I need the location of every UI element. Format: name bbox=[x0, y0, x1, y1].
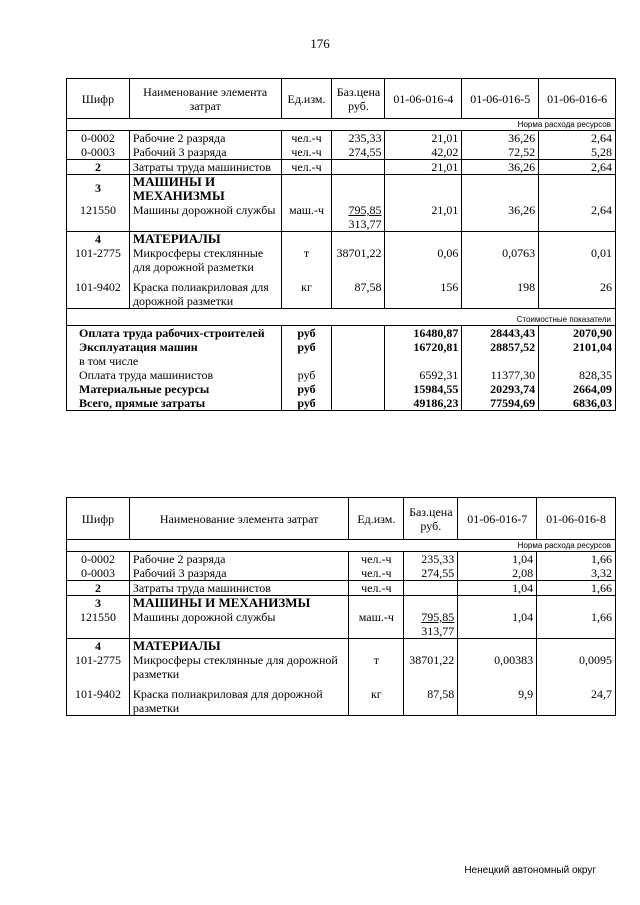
table-row bbox=[67, 581, 616, 596]
row-code: 101-9402 bbox=[67, 681, 130, 716]
cost-value-3: 2664,09 bbox=[539, 382, 616, 396]
row-value-1: 2,08 bbox=[458, 566, 537, 581]
row-value-1: 21,01 bbox=[385, 131, 462, 146]
cost-value-3: 2101,04 bbox=[539, 340, 616, 368]
cost-name: Материальные ресурсы bbox=[67, 382, 282, 396]
row-code: 2 bbox=[67, 160, 130, 175]
row-value-1: 0,06 bbox=[385, 246, 462, 274]
section-title: МАТЕРИАЛЫ bbox=[129, 232, 281, 247]
row-name: Затраты труда машинистов bbox=[129, 160, 281, 175]
table-row bbox=[67, 145, 616, 160]
cost-value-3: 828,35 bbox=[539, 368, 616, 382]
table-row bbox=[67, 653, 616, 681]
header-code: Шифр bbox=[67, 498, 130, 540]
section-code: 3 bbox=[67, 596, 130, 611]
row-value-2: 3,32 bbox=[537, 566, 616, 581]
cost-value-1: 6592,31 bbox=[385, 368, 462, 382]
cost-unit: руб bbox=[281, 368, 332, 382]
row-name: Машины дорожной службы bbox=[129, 610, 348, 639]
row-value-3: 2,64 bbox=[539, 160, 616, 175]
row-value-2: 1,66 bbox=[537, 552, 616, 567]
cost-value-1: 15984,55 bbox=[385, 382, 462, 396]
section-title: МАШИНЫ И МЕХАНИЗМЫ bbox=[129, 596, 348, 611]
row-price: 87,58 bbox=[404, 681, 458, 716]
cost-value-2: 28443,43 bbox=[462, 326, 539, 341]
cost-row bbox=[67, 382, 616, 396]
cost-name: Всего, прямые затраты bbox=[67, 396, 282, 411]
cost-note: в том числе bbox=[79, 354, 139, 368]
row-unit: т bbox=[349, 653, 404, 681]
cost-unit: руб bbox=[281, 340, 332, 368]
row-unit: кг bbox=[281, 274, 332, 309]
cost-value-3: 6836,03 bbox=[539, 396, 616, 411]
row-price: 235,33 bbox=[404, 552, 458, 567]
row-name: Рабочий 3 разряда bbox=[129, 566, 348, 581]
table-row bbox=[67, 610, 616, 639]
cost-unit: руб bbox=[281, 396, 332, 411]
cost-value-1: 16480,87 bbox=[385, 326, 462, 341]
section-row bbox=[67, 232, 616, 247]
row-code: 2 bbox=[67, 581, 130, 596]
table-row bbox=[67, 681, 616, 716]
row-value-2: 24,7 bbox=[537, 681, 616, 716]
cost-value-2: 77594,69 bbox=[462, 396, 539, 411]
cost-unit: руб bbox=[281, 326, 332, 341]
cost-name: Оплата труда машинистов bbox=[67, 368, 282, 382]
row-unit: маш.-ч bbox=[349, 610, 404, 639]
cost-row bbox=[67, 340, 616, 368]
section-title: МАШИНЫ И МЕХАНИЗМЫ bbox=[129, 175, 281, 204]
row-unit: чел.-ч bbox=[281, 160, 332, 175]
table-row bbox=[67, 552, 616, 567]
page-footer: Ненецкий автономный округ bbox=[464, 865, 596, 876]
row-value-1: 9,9 bbox=[458, 681, 537, 716]
header-price: Баз.цена руб. bbox=[332, 79, 385, 119]
row-code: 101-2775 bbox=[67, 653, 130, 681]
row-value-1: 1,04 bbox=[458, 610, 537, 639]
row-value-1: 1,04 bbox=[458, 581, 537, 596]
table-row bbox=[67, 566, 616, 581]
row-value-1: 21,01 bbox=[385, 160, 462, 175]
row-value-2: 1,66 bbox=[537, 581, 616, 596]
caption-row bbox=[67, 540, 616, 552]
price-primary: 795,85 bbox=[348, 203, 382, 217]
page-number: 176 bbox=[310, 36, 330, 51]
section-code: 3 bbox=[67, 175, 130, 204]
header-unit: Ед.изм. bbox=[281, 79, 332, 119]
row-name: Краска полиакриловая для дорожной разметки bbox=[129, 274, 281, 309]
header-name: Наименование элемента затрат bbox=[129, 498, 348, 540]
row-price: 38701,22 bbox=[332, 246, 385, 274]
cost-unit: руб bbox=[281, 382, 332, 396]
header-name: Наименование элемента затрат bbox=[129, 79, 281, 119]
header-col-1: 01-06-016-4 bbox=[385, 79, 462, 119]
row-value-2: 198 bbox=[462, 274, 539, 309]
table-row bbox=[67, 203, 616, 232]
row-code: 121550 bbox=[67, 203, 130, 232]
price-secondary: 313,77 bbox=[421, 624, 455, 638]
row-value-3: 5,28 bbox=[539, 145, 616, 160]
price-primary: 795,85 bbox=[421, 610, 455, 624]
header-col-3: 01-06-016-6 bbox=[539, 79, 616, 119]
row-unit: кг bbox=[349, 681, 404, 716]
row-value-2: 0,0763 bbox=[462, 246, 539, 274]
resource-table-2 bbox=[66, 497, 616, 716]
row-price bbox=[332, 160, 385, 175]
row-value-1: 156 bbox=[385, 274, 462, 309]
cost-name-text: Эксплуатация машин bbox=[79, 340, 198, 354]
row-name: Рабочие 2 разряда bbox=[129, 131, 281, 146]
row-value-2: 36,26 bbox=[462, 131, 539, 146]
row-code: 0-0002 bbox=[67, 552, 130, 567]
row-name: Микросферы стеклянные для дорожной разметки bbox=[129, 246, 281, 274]
row-value-3: 26 bbox=[539, 274, 616, 309]
caption-row bbox=[67, 119, 616, 131]
row-value-1: 21,01 bbox=[385, 203, 462, 232]
row-code: 0-0003 bbox=[67, 145, 130, 160]
section-row bbox=[67, 639, 616, 654]
row-value-3: 0,01 bbox=[539, 246, 616, 274]
section-row bbox=[67, 175, 616, 204]
header-col-1: 01-06-016-7 bbox=[458, 498, 537, 540]
row-value-2: 1,66 bbox=[537, 610, 616, 639]
row-value-2: 36,26 bbox=[462, 160, 539, 175]
cost-value-1: 49186,23 bbox=[385, 396, 462, 411]
table-row bbox=[67, 246, 616, 274]
cost-value-2: 11377,30 bbox=[462, 368, 539, 382]
row-unit: чел.-ч bbox=[349, 566, 404, 581]
table-row bbox=[67, 274, 616, 309]
row-unit: т bbox=[281, 246, 332, 274]
header-price: Баз.цена руб. bbox=[404, 498, 458, 540]
row-name: Микросферы стеклянные для дорожной разметки bbox=[129, 653, 348, 681]
row-price: 235,33 bbox=[332, 131, 385, 146]
row-value-2: 0,0095 bbox=[537, 653, 616, 681]
cost-value-3: 2070,90 bbox=[539, 326, 616, 341]
row-name: Рабочие 2 разряда bbox=[129, 552, 348, 567]
section-row bbox=[67, 596, 616, 611]
row-code: 101-2775 bbox=[67, 246, 130, 274]
row-code: 121550 bbox=[67, 610, 130, 639]
row-unit: чел.-ч bbox=[349, 552, 404, 567]
row-unit: маш.-ч bbox=[281, 203, 332, 232]
header-col-2: 01-06-016-5 bbox=[462, 79, 539, 119]
row-value-1: 0,00383 bbox=[458, 653, 537, 681]
cost-row bbox=[67, 368, 616, 382]
cost-name: Оплата труда рабочих-строителей bbox=[67, 326, 282, 341]
row-name: Краска полиакриловая для дорожной разметки bbox=[129, 681, 348, 716]
cost-value-2: 28857,52 bbox=[462, 340, 539, 368]
row-unit: чел.-ч bbox=[349, 581, 404, 596]
row-price: 87,58 bbox=[332, 274, 385, 309]
row-value-1: 42,02 bbox=[385, 145, 462, 160]
row-price bbox=[404, 581, 458, 596]
section-code: 4 bbox=[67, 232, 130, 247]
row-value-2: 36,26 bbox=[462, 203, 539, 232]
cost-value-2: 20293,74 bbox=[462, 382, 539, 396]
row-value-1: 1,04 bbox=[458, 552, 537, 567]
row-name: Рабочий 3 разряда bbox=[129, 145, 281, 160]
cost-row bbox=[67, 326, 616, 341]
norm-caption: Норма расхода ресурсов bbox=[67, 119, 616, 131]
row-name: Машины дорожной службы bbox=[129, 203, 281, 232]
row-name: Затраты труда машинистов bbox=[129, 581, 348, 596]
row-code: 0-0003 bbox=[67, 566, 130, 581]
table-header-row bbox=[67, 79, 616, 119]
table-row bbox=[67, 160, 616, 175]
cost-value-1: 16720,81 bbox=[385, 340, 462, 368]
row-price bbox=[332, 203, 385, 232]
header-col-2: 01-06-016-8 bbox=[537, 498, 616, 540]
header-unit: Ед.изм. bbox=[349, 498, 404, 540]
row-price: 274,55 bbox=[332, 145, 385, 160]
resource-table-1 bbox=[66, 78, 616, 411]
section-title: МАТЕРИАЛЫ bbox=[129, 639, 348, 654]
norm-caption: Норма расхода ресурсов bbox=[67, 540, 616, 552]
row-value-2: 72,52 bbox=[462, 145, 539, 160]
section-code: 4 bbox=[67, 639, 130, 654]
row-code: 101-9402 bbox=[67, 274, 130, 309]
cost-name bbox=[67, 340, 282, 368]
row-price bbox=[404, 610, 458, 639]
row-price: 38701,22 bbox=[404, 653, 458, 681]
row-price: 274,55 bbox=[404, 566, 458, 581]
cost-row bbox=[67, 396, 616, 411]
row-code: 0-0002 bbox=[67, 131, 130, 146]
row-unit: чел.-ч bbox=[281, 131, 332, 146]
cost-caption: Стоимостные показатели bbox=[67, 309, 616, 326]
price-secondary: 313,77 bbox=[348, 217, 382, 231]
table-row bbox=[67, 131, 616, 146]
caption-row bbox=[67, 309, 616, 326]
row-value-3: 2,64 bbox=[539, 203, 616, 232]
header-code: Шифр bbox=[67, 79, 130, 119]
row-value-3: 2,64 bbox=[539, 131, 616, 146]
row-unit: чел.-ч bbox=[281, 145, 332, 160]
table-header-row bbox=[67, 498, 616, 540]
